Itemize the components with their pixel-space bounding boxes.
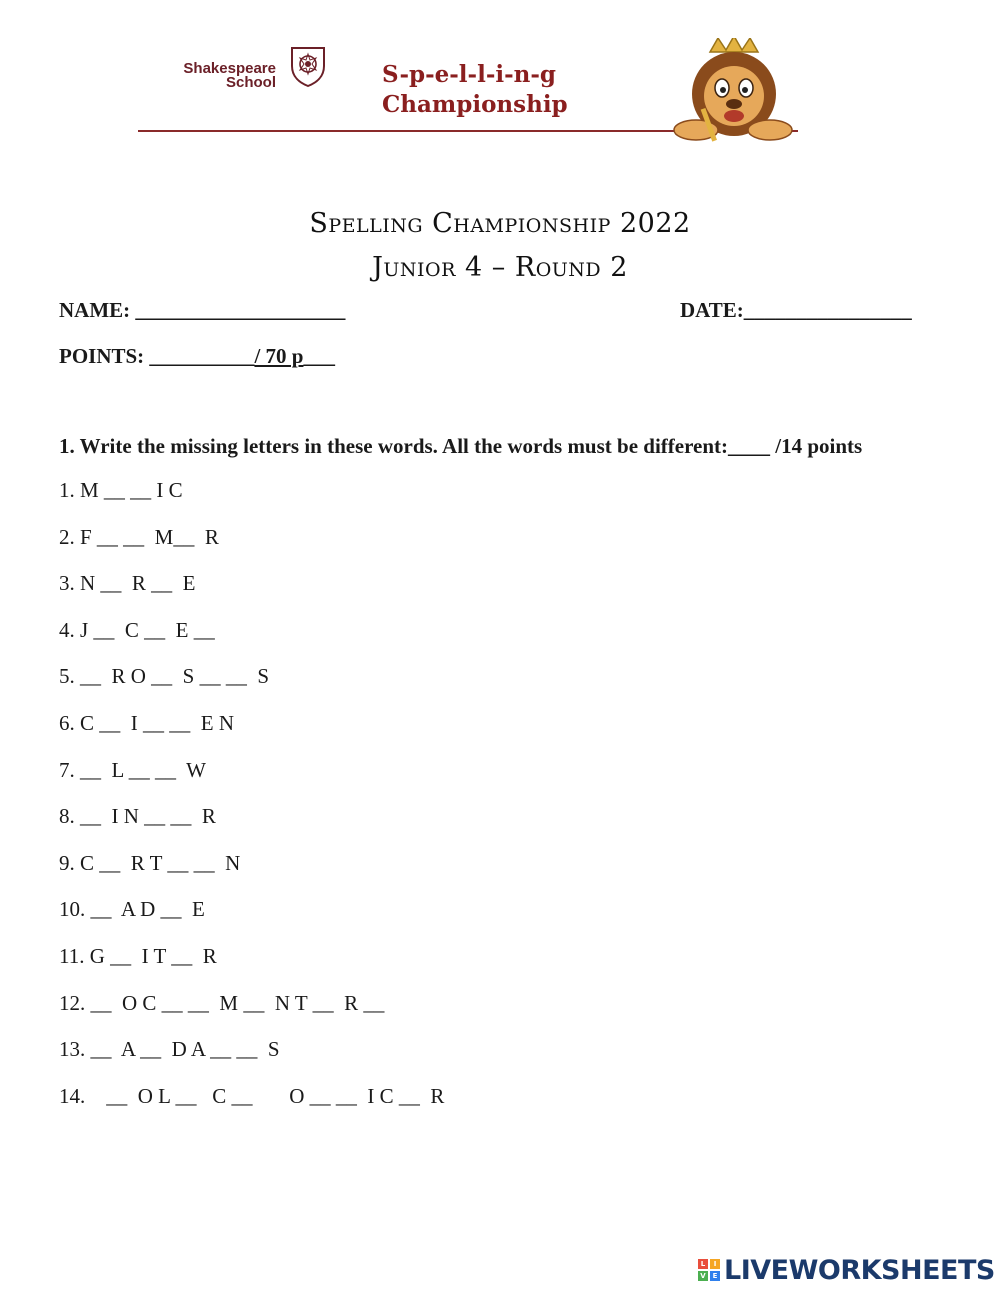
name-field: NAME: ____________________ (59, 298, 346, 322)
exercise-instruction: 1. Write the missing letters in these words. All the words must be different:____ /14 points (59, 434, 863, 458)
word-item: 2. F __ __ M__ R (59, 524, 219, 549)
word-list (59, 478, 444, 1130)
points-field (59, 344, 335, 369)
logo-block-v: V (698, 1271, 708, 1281)
logo-block-l: L (698, 1259, 708, 1269)
school-crest-icon (286, 44, 330, 88)
liveworksheets-logo[interactable] (698, 1256, 995, 1284)
points-suffix: ___ (303, 344, 335, 368)
worksheet-subtitle: Junior 4 – Round 2 (372, 252, 628, 283)
header-banner (138, 38, 858, 148)
logo-block-e: E (710, 1271, 720, 1281)
school-name-line1: Shakespeare (183, 60, 276, 77)
word-item: 3. N __ R __ E (59, 571, 196, 596)
word-item: 6. C __ I __ __ E N (59, 710, 234, 735)
word-item: 7. __ L __ __ W (59, 757, 206, 782)
date-field: DATE:________________ (680, 298, 912, 322)
word-item: 13. __ A __ D A __ __ S (59, 1037, 280, 1062)
word-item: 4. J __ C __ E __ (59, 617, 215, 642)
word-item: 10. __ A D __ E (59, 897, 205, 922)
liveworksheets-wordmark: LIVEWORKSHEETS (724, 1254, 995, 1286)
word-item: 12. __ O C __ __ M __ N T __ R __ (59, 990, 385, 1015)
banner-title-line2: Championship (382, 91, 568, 118)
lion-mascot-icon (666, 38, 802, 148)
school-name (164, 62, 276, 90)
banner-title-line1: S-p-e-l-l-i-n-g (382, 61, 557, 88)
word-item: 8. __ I N __ __ R (59, 804, 216, 829)
worksheet-title: Spelling Championship 2022 (309, 208, 691, 239)
word-item: 11. G __ I T __ R (59, 943, 217, 968)
word-item: 9. C __ R T __ __ N (59, 850, 241, 875)
logo-block-i: I (710, 1259, 720, 1269)
points-total: / 70 p (254, 344, 304, 368)
word-item: 5. __ R O __ S __ __ S (59, 664, 270, 689)
banner-title (382, 60, 568, 120)
word-item: 1. M __ __ I C (59, 478, 183, 502)
liveworksheets-blocks-icon (698, 1259, 720, 1281)
points-label: POINTS: __________ (59, 344, 255, 368)
word-item: 14. __ O L __ C __ O __ __ I C __ R (59, 1083, 445, 1108)
school-name-line2: School (225, 74, 276, 91)
